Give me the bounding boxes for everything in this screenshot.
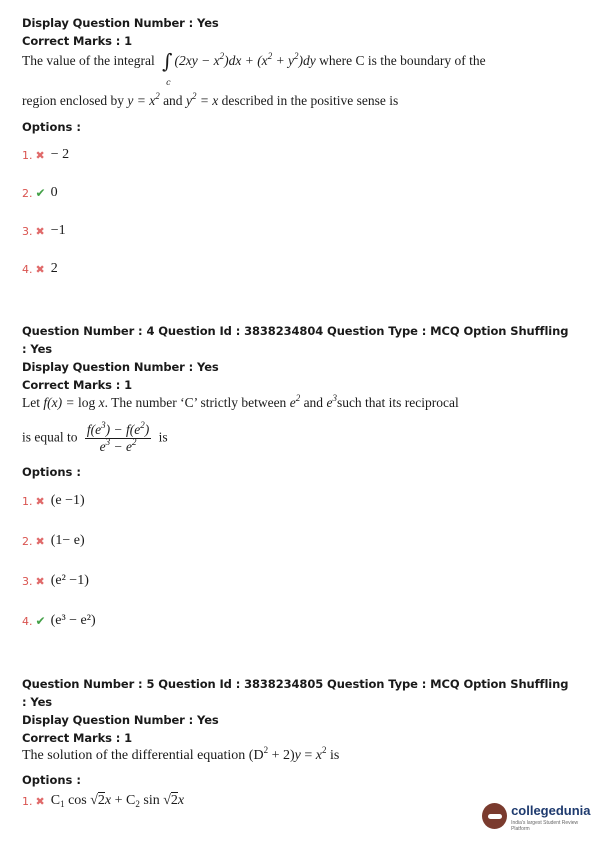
options-label: Options :: [22, 773, 81, 787]
integral-expression: $(2xy - x^2)dx + (x^2 + y^2)dy$: [174, 51, 316, 68]
option-number: 2.: [22, 534, 33, 548]
question-text: The solution of the differential equation $(D^2 + 2)y = x^2$ is: [22, 745, 340, 763]
option-number: 2.: [22, 186, 33, 200]
wrong-icon: ✖: [35, 148, 45, 162]
fraction: $\frac{f(e^3) - f(e^2)}{e^3 - e^2}$: [86, 420, 150, 454]
option-item: [22, 250, 572, 288]
options-label: Options :: [22, 120, 81, 134]
integral-symbol: ∫ c: [162, 49, 173, 87]
option-number: 1.: [22, 148, 33, 162]
logo-mascot-icon: [482, 803, 507, 829]
option-item: [22, 481, 572, 521]
option-number: 4.: [22, 262, 33, 276]
correct-marks: Correct Marks : 1: [22, 378, 133, 392]
display-question-number: Display Question Number : Yes: [22, 16, 219, 30]
display-question-number: Display Question Number : Yes: [22, 713, 219, 727]
option-number: 3.: [22, 224, 33, 238]
options-list: [22, 136, 572, 288]
collegedunia-logo: [482, 800, 595, 832]
wrong-icon: ✖: [35, 224, 45, 238]
option-value: $C_1$ $\cos √2x + C_2$ sin √2x: [50, 793, 185, 809]
question-text: The value of the integral ∫ c $(2xy - x^2)dx + (x^2 + y^2)dy$ where C is the boundary of the: [22, 49, 486, 87]
correct-check-icon: ✔: [35, 186, 46, 200]
option-number: 1.: [22, 794, 33, 808]
wrong-icon: ✖: [35, 262, 45, 276]
option-value: −1: [50, 223, 66, 238]
correct-marks: Correct Marks : 1: [22, 731, 133, 745]
logo-name: collegedunia: [511, 803, 591, 818]
document-page: [22, 14, 572, 813]
wrong-icon: ✖: [35, 794, 45, 808]
wrong-icon: ✖: [35, 534, 45, 548]
correct-marks: Correct Marks : 1: [22, 34, 133, 48]
option-item: [22, 136, 572, 174]
option-value: (e −1): [50, 493, 85, 508]
options-label: Options :: [22, 465, 81, 479]
option-value: (e³ − e²): [50, 613, 96, 628]
question-text-continued: region enclosed by $y = x^2$ and $y^2 = x$ described in the positive sense is: [22, 91, 399, 108]
option-item: [22, 601, 572, 641]
option-value: 0: [50, 185, 58, 200]
option-value: 2: [50, 261, 58, 276]
logo-tagline: India's largest Student Review Platform: [511, 820, 579, 832]
option-item: [22, 174, 572, 212]
question-text-continued: is equal to $\frac{f(e^3) - f(e^2)}{e^3 - e^2}$ is: [22, 420, 168, 454]
option-value: − 2: [50, 147, 70, 162]
option-number: 4.: [22, 614, 33, 628]
option-item: [22, 521, 572, 561]
option-value: (e² −1): [50, 573, 89, 588]
option-item: [22, 212, 572, 250]
question-header: Question Number : 5 Question Id : 3838234805 Question Type : MCQ Option Shuffling : Yes: [22, 677, 569, 709]
option-item: [22, 561, 572, 601]
display-question-number: Display Question Number : Yes: [22, 360, 219, 374]
correct-check-icon: ✔: [35, 614, 46, 628]
options-list: [22, 481, 572, 641]
wrong-icon: ✖: [35, 494, 45, 508]
wrong-icon: ✖: [35, 574, 45, 588]
question-text: Let f(x) = log x. The number ‘C’ strictly between $e^2$ and $e^3such$ that its reciprocal: [22, 393, 459, 410]
option-value: (1− e): [50, 533, 85, 548]
question-header: Question Number : 4 Question Id : 3838234804 Question Type : MCQ Option Shuffling : Yes: [22, 324, 569, 356]
option-number: 1.: [22, 494, 33, 508]
option-number: 3.: [22, 574, 33, 588]
